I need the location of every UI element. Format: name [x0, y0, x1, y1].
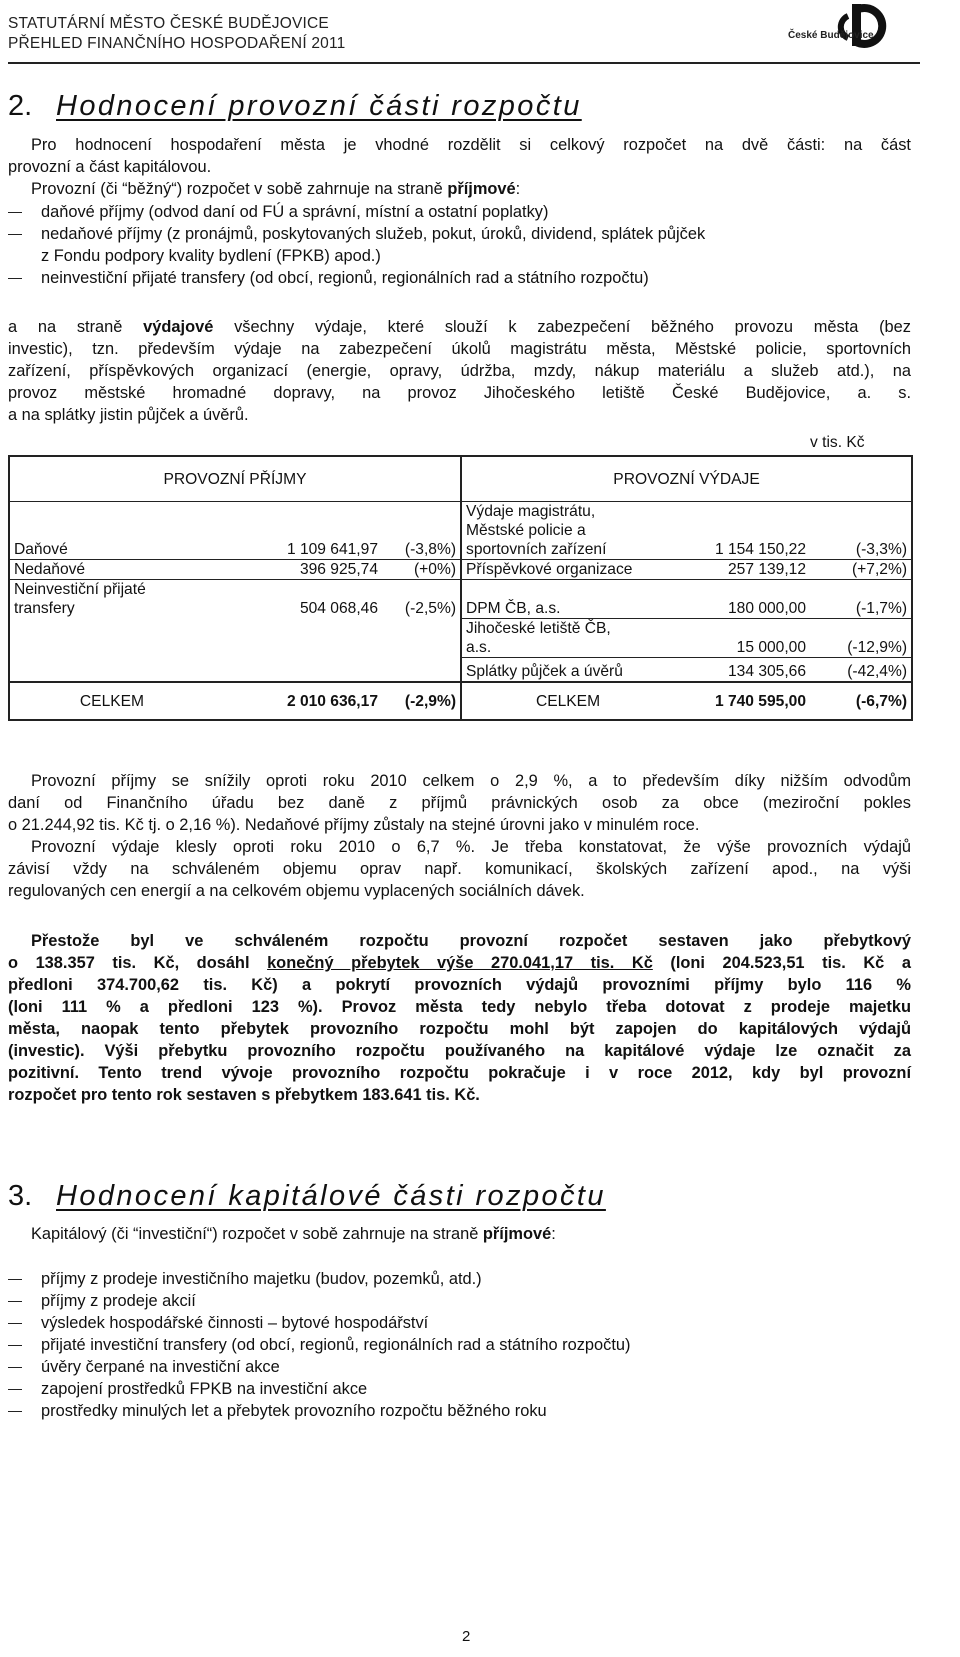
expense-line-1c: všechny výdaje, které slouží k zabezpečení běžného provozu města (bez	[213, 318, 911, 336]
capital-intro	[31, 1223, 556, 1245]
summary-line-2	[8, 952, 911, 974]
summary-line-8: rozpočet pro tento rok sestaven s přebytkem 183.641 tis. Kč.	[8, 1086, 480, 1104]
table-row	[9, 580, 912, 619]
expense-name	[461, 502, 674, 560]
capital-income-item: příjmy z prodeje akcií	[8, 1290, 913, 1312]
expense-line-1	[8, 316, 911, 338]
income-name: Nedaňové	[9, 560, 214, 580]
income-item: daňové příjmy (odvod daní od FÚ a správní, místní a ostatní poplatky)	[8, 201, 913, 223]
expense-header: PROVOZNÍ VÝDAJE	[613, 470, 760, 488]
summary-line-3: předloni 374.700,62 tis. Kč) a pokrytí provozních výdajů provozními příjmy bylo 116 %	[8, 976, 911, 994]
income-list	[8, 201, 913, 289]
summary-line-2b: (loni 204.523,51 tis. Kč a	[652, 954, 911, 972]
empty-cell	[382, 657, 461, 682]
section-2-number: 2.	[8, 90, 33, 122]
summary-line-6: (investic). Výši přebytku provozního rozpočtu používaného na kapitálové výdaje lze označit za	[8, 1042, 911, 1060]
header-line-2: PŘEHLED FINANČNÍHO HOSPODAŘENÍ 2011	[8, 35, 346, 52]
operating-budget-table	[8, 455, 913, 721]
income-value: 504 068,46	[214, 580, 382, 619]
capital-income-item: zapojení prostředků FPKB na investiční akce	[8, 1378, 913, 1400]
header-divider	[8, 62, 920, 64]
summary-surplus-highlight: konečný přebytek výše 270.041,17 tis. Kč	[267, 954, 653, 972]
expense-change: (-42,4%)	[810, 657, 912, 682]
income-header: PROVOZNÍ PŘÍJMY	[9, 456, 461, 502]
capital-intro-bold: příjmové	[482, 1225, 552, 1243]
income-lead	[31, 178, 520, 200]
table-row	[9, 657, 912, 682]
income-change: (+0%)	[382, 560, 461, 580]
expense-value: 15 000,00	[674, 618, 810, 657]
empty-cell	[382, 618, 461, 657]
expense-line-4: provoz městské hromadné dopravy, na provoz Jihočeského letiště České Budějovice, a. s.	[8, 384, 911, 402]
empty-cell	[214, 657, 382, 682]
capital-income-item: prostředky minulých let a přebytek provozního rozpočtu běžného roku	[8, 1400, 913, 1422]
income-item-continuation-text: z Fondu podpory kvality bydlení (FPKB) apod.)	[41, 247, 381, 265]
expense-change: (-3,3%)	[810, 502, 912, 560]
intro-line-1: Pro hodnocení hospodaření města je vhodné rozdělit si celkový rozpočet na dvě části: na část	[31, 136, 911, 154]
table-total-row	[9, 682, 912, 720]
income-lead-text: Provozní (či “běžný“) rozpočet v sobě zahrnuje na straně	[31, 180, 448, 198]
table-row	[9, 560, 912, 580]
section-3-title: Hodnocení kapitálové části rozpočtu	[56, 1180, 606, 1212]
income-change: (-3,8%)	[382, 502, 461, 560]
expense-total-label: CELKEM	[461, 682, 674, 720]
expense-value: 257 139,12	[674, 560, 810, 580]
income-value: 1 109 641,97	[214, 502, 382, 560]
income-name-line: transfery	[14, 600, 75, 617]
logo-text: České Budějovice	[788, 30, 874, 41]
city-logo-icon	[788, 2, 913, 50]
expense-name-line: sportovních zařízení	[466, 541, 607, 558]
expense-value: 1 154 150,22	[674, 502, 810, 560]
income-total-value: 2 010 636,17	[214, 682, 382, 720]
expense-line-5: a na splátky jistin půjček a úvěrů.	[8, 406, 249, 424]
income-comment-line-3: o 21.244,92 tis. Kč tj. o 2,16 %). Nedaňové příjmy zůstaly na stejné úrovni jako v minulém roce.	[8, 816, 700, 834]
expense-total-value: 1 740 595,00	[674, 682, 810, 720]
expense-comment-line-2: závisí vždy na schváleném objemu oprav např. komunikací, školských zařízení apod., na výši	[8, 860, 911, 878]
section-3-number: 3.	[8, 1180, 33, 1212]
table-unit: v tis. Kč	[810, 434, 865, 451]
expense-line-1a: a na straně	[8, 318, 144, 336]
income-name-line: Neinvestiční přijaté	[14, 581, 146, 598]
income-item-continuation	[8, 245, 913, 267]
income-name: Daňové	[9, 502, 214, 560]
table-row	[9, 618, 912, 657]
income-lead-end: :	[515, 180, 521, 198]
capital-income-item: přijaté investiční transfery (od obcí, regionů, regionálních rad a státního rozpočtu)	[8, 1334, 913, 1356]
summary-line-4: (loni 111 % a předloni 123 %). Provoz města tedy nebylo třeba dotovat z prodeje majetku	[8, 998, 911, 1016]
capital-intro-text: Kapitálový (či “investiční“) rozpočet v sobě zahrnuje na straně	[31, 1225, 483, 1243]
income-total-label: CELKEM	[9, 682, 214, 720]
table-header-row	[9, 456, 912, 502]
expense-value: 134 305,66	[674, 657, 810, 682]
expense-name	[461, 618, 674, 657]
empty-cell	[9, 657, 214, 682]
expense-value: 180 000,00	[674, 580, 810, 619]
income-change: (-2,5%)	[382, 580, 461, 619]
summary-line-1: Přestože byl ve schváleném rozpočtu provozní rozpočet sestaven jako přebytkový	[31, 932, 911, 950]
expense-name: Příspěvkové organizace	[461, 560, 674, 580]
income-value: 396 925,74	[214, 560, 382, 580]
capital-income-list	[8, 1268, 913, 1422]
expense-name-line: Městské policie a	[466, 522, 586, 539]
expense-change: (+7,2%)	[810, 560, 912, 580]
summary-line-5: města, naopak tento přebytek provozního rozpočtu mohl být zapojen do kapitálových výdajů	[8, 1020, 911, 1038]
income-lead-bold: příjmové	[447, 180, 516, 198]
income-item: nedaňové příjmy (z pronájmů, poskytovaných služeb, pokut, úroků, dividend, splátek půjček	[8, 223, 913, 245]
header-line-1: STATUTÁRNÍ MĚSTO ČESKÉ BUDĚJOVICE	[8, 15, 329, 32]
income-comment-line-1: Provozní příjmy se snížily oproti roku 2010 celkem o 2,9 %, a to především díky nižším odvodům	[31, 772, 911, 790]
summary-line-2a: o 138.357 tis. Kč, dosáhl	[8, 954, 268, 972]
empty-cell	[9, 618, 214, 657]
capital-income-item: příjmy z prodeje investičního majetku (budov, pozemků, atd.)	[8, 1268, 913, 1290]
page-number: 2	[462, 1628, 471, 1645]
capital-income-item: úvěry čerpané na investiční akce	[8, 1356, 913, 1378]
expense-line-2: investic), tzn. především výdaje na zabezpečení úkolů magistrátu města, Městské policie, sportovních	[8, 340, 911, 358]
expense-name-line: a.s.	[466, 638, 492, 656]
empty-cell	[214, 618, 382, 657]
expense-comment-line-3: regulovaných cen energií a na celkovém objemu vyplacených sociálních dávek.	[8, 882, 585, 900]
city-logo	[788, 2, 913, 50]
expense-comment-line-1: Provozní výdaje klesly oproti roku 2010 o 6,7 %. Je třeba konstatovat, že výše provozních výdajů	[31, 838, 911, 856]
section-3-heading	[8, 1180, 606, 1213]
expense-name: Splátky půjček a úvěrů	[461, 657, 674, 682]
capital-intro-end: :	[551, 1225, 556, 1243]
expense-line-1-bold: výdajové	[143, 318, 214, 336]
intro-line-2: provozní a část kapitálovou.	[8, 158, 212, 176]
capital-income-item: výsledek hospodářské činnosti – bytové hospodářství	[8, 1312, 913, 1334]
section-2-heading	[8, 90, 582, 123]
expense-line-3: zařízení, příspěvkových organizací (energie, opravy, údržba, mzdy, nákup materiálu a služeb atd.), na	[8, 362, 911, 380]
expense-total-change: (-6,7%)	[810, 682, 912, 720]
income-comment-line-2: daní od Finančního úřadu bez daně z příjmů právnických osob za obce (meziroční pokles	[8, 794, 911, 812]
income-item: neinvestiční přijaté transfery (od obcí, regionů, regionálních rad a státního rozpočtu)	[8, 267, 913, 289]
expense-name: DPM ČB, a.s.	[461, 580, 674, 619]
expense-change: (-1,7%)	[810, 580, 912, 619]
expense-name-line: Výdaje magistrátu,	[466, 503, 596, 520]
expense-change: (-12,9%)	[810, 618, 912, 657]
expense-name-line: Jihočeské letiště ČB,	[466, 619, 611, 637]
section-2-title: Hodnocení provozní části rozpočtu	[56, 90, 582, 122]
table-row	[9, 502, 912, 560]
income-total-change: (-2,9%)	[382, 682, 461, 720]
income-name	[9, 580, 214, 619]
summary-line-7: pozitivní. Tento trend vývoje provozního rozpočtu pokračuje i v roce 2012, kdy byl provozní	[8, 1064, 911, 1082]
